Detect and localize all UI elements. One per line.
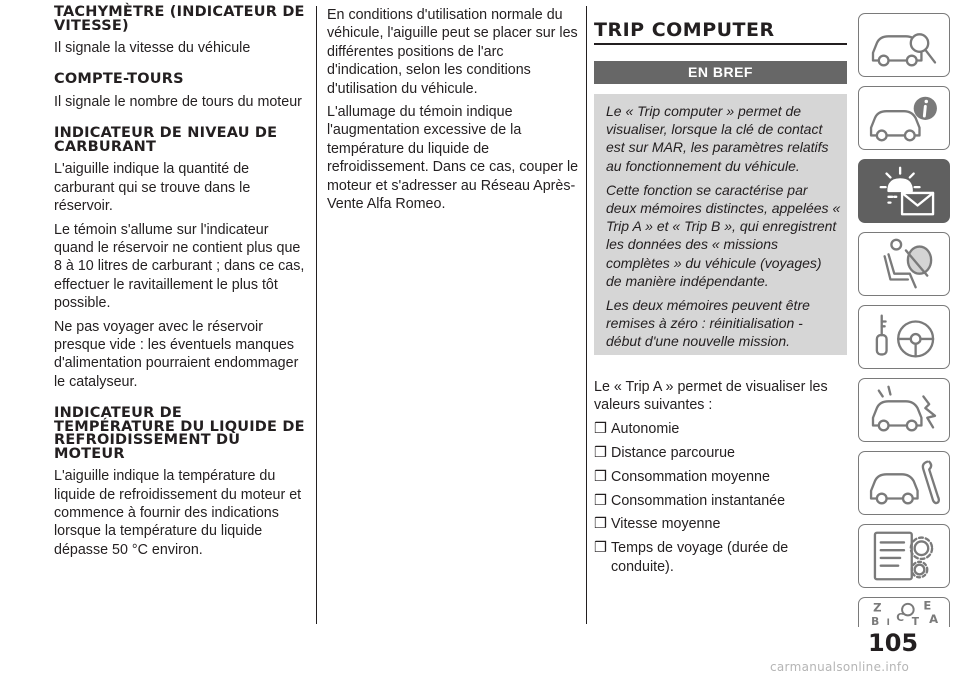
watermark: carmanualsonline.info [770,660,910,674]
checkbox-bullet-icon: ❒ [594,420,607,437]
checkbox-bullet-icon: ❒ [594,492,607,509]
column-left [54,6,306,564]
tab-emergency[interactable] [858,378,950,442]
tab-warning-lights[interactable] [858,159,950,223]
svg-text:C: C [896,611,905,625]
alphabetical-index-icon [859,598,949,627]
car-search-icon [859,14,949,76]
tab-safety[interactable] [858,232,950,296]
svg-text:I: I [886,618,890,627]
column-divider-1 [316,6,317,624]
specifications-gear-icon [859,525,949,587]
tab-technical-specifications[interactable] [858,524,950,588]
trip-values-list [594,420,847,576]
paragraph-warning-light: L'allumage du témoin indique l'augmentation excessive de la température du liquide de refroidissement. Dans ce cas, couper le moteur et s'adresser au Réseau Après-Vente Alfa Romeo. [327,104,579,213]
car-crash-icon [859,379,949,441]
paragraph-speedometer: Il signale la vitesse du véhicule [54,40,251,56]
page-number: 105 [868,629,919,657]
svg-text:B: B [871,615,880,627]
warning-light-message-icon [859,160,949,222]
section-title-trip-computer: TRIP COMPUTER [594,19,847,45]
svg-text:Z: Z [873,600,882,615]
svg-text:E: E [923,598,932,613]
tab-starting-driving[interactable] [858,305,950,369]
paragraph-fuel-caution: Ne pas voyager avec le réservoir presque vide : les éventuels manques d'alimentation pourraient endommager le catalyseur. [54,318,299,390]
heading-fuel-gauge: INDICATEUR DE NIVEAU DE CARBURANT [54,125,278,155]
list-item: ❒ Autonomie [594,420,680,437]
tab-maintenance[interactable] [858,451,950,515]
column-divider-2 [586,6,587,624]
key-steering-wheel-icon [859,306,949,368]
list-item: ❒ Consommation instantanée [594,492,786,509]
heading-coolant-temperature: INDICATEUR DE TEMPÉRATURE DU LIQUIDE DE REFROIDISSEMENT DU MOTEUR [54,405,305,462]
car-info-icon [859,87,949,149]
checkbox-bullet-icon: ❒ [594,444,607,461]
tab-car-search[interactable] [858,13,950,77]
list-item: ❒ Temps de voyage (durée de conduite). [594,540,789,575]
column-middle [327,6,579,218]
heading-speedometer: TACHYMÈTRE (INDICATEUR DE VITESSE) [54,4,305,34]
heading-rev-counter: COMPTE-TOURS [54,71,184,88]
paragraph-trip-a-intro: Le « Trip A » permet de visualiser les valeurs suivantes : [594,379,828,414]
list-item: ❒ Vitesse moyenne [594,516,721,533]
paragraph-rev-counter: Il signale le nombre de tours du moteur [54,93,302,110]
column-right [594,6,847,582]
paragraph-fuel-warning: Le témoin s'allume sur l'indicateur quand le réservoir ne contient plus que 8 à 10 litres de carburant ; dans ce cas, effectuer le ravitaillement le plus tôt possible. [54,221,305,312]
paragraph-needle-positions: En conditions d'utilisation normale du véhicule, l'aiguille peut se placer sur les différentes positions de l'arc d'indication, selon les conditions d'utilisation du véhicule. [327,7,578,97]
list-item: ❒ Distance parcourue [594,444,735,461]
brief-box [594,94,847,355]
list-item: ❒ Consommation moyenne [594,468,770,485]
checkbox-bullet-icon: ❒ [594,468,607,485]
airbag-seat-icon [859,233,949,295]
tab-car-info[interactable] [858,86,950,150]
brief-paragraph-2: Cette fonction se caractérise par deux mémoires distinctes, appelées « Trip A » et « Trip B », qui enregistrent les données des « missions complètes » du véhicule (voyages) de manière indépendante. [606,181,841,289]
car-service-icon [859,452,949,514]
brief-label: EN BREF [594,61,847,84]
brief-paragraph-1: Le « Trip computer » permet de visualiser, lorsque la clé de contact est sur MAR, les paramètres relatifs au fonctionnement du véhicule. [606,103,829,174]
checkbox-bullet-icon: ❒ [594,540,607,557]
svg-text:T: T [911,615,919,627]
checkbox-bullet-icon: ❒ [594,516,607,533]
tab-alphabetical-index[interactable] [858,597,950,627]
paragraph-coolant-temperature: L'aiguille indique la température du liquide de refroidissement du moteur et commence à fournir des indications lorsque la température du liquide dépasse 50 °C environ. [54,468,302,558]
brief-paragraph-3: Les deux mémoires peuvent être remises à zéro : réinitialisation - début d'une nouvelle mission. [606,297,810,350]
svg-text:A: A [929,612,939,627]
paragraph-fuel-gauge: L'aiguille indique la quantité de carburant qui se trouve dans le réservoir. [54,161,251,215]
